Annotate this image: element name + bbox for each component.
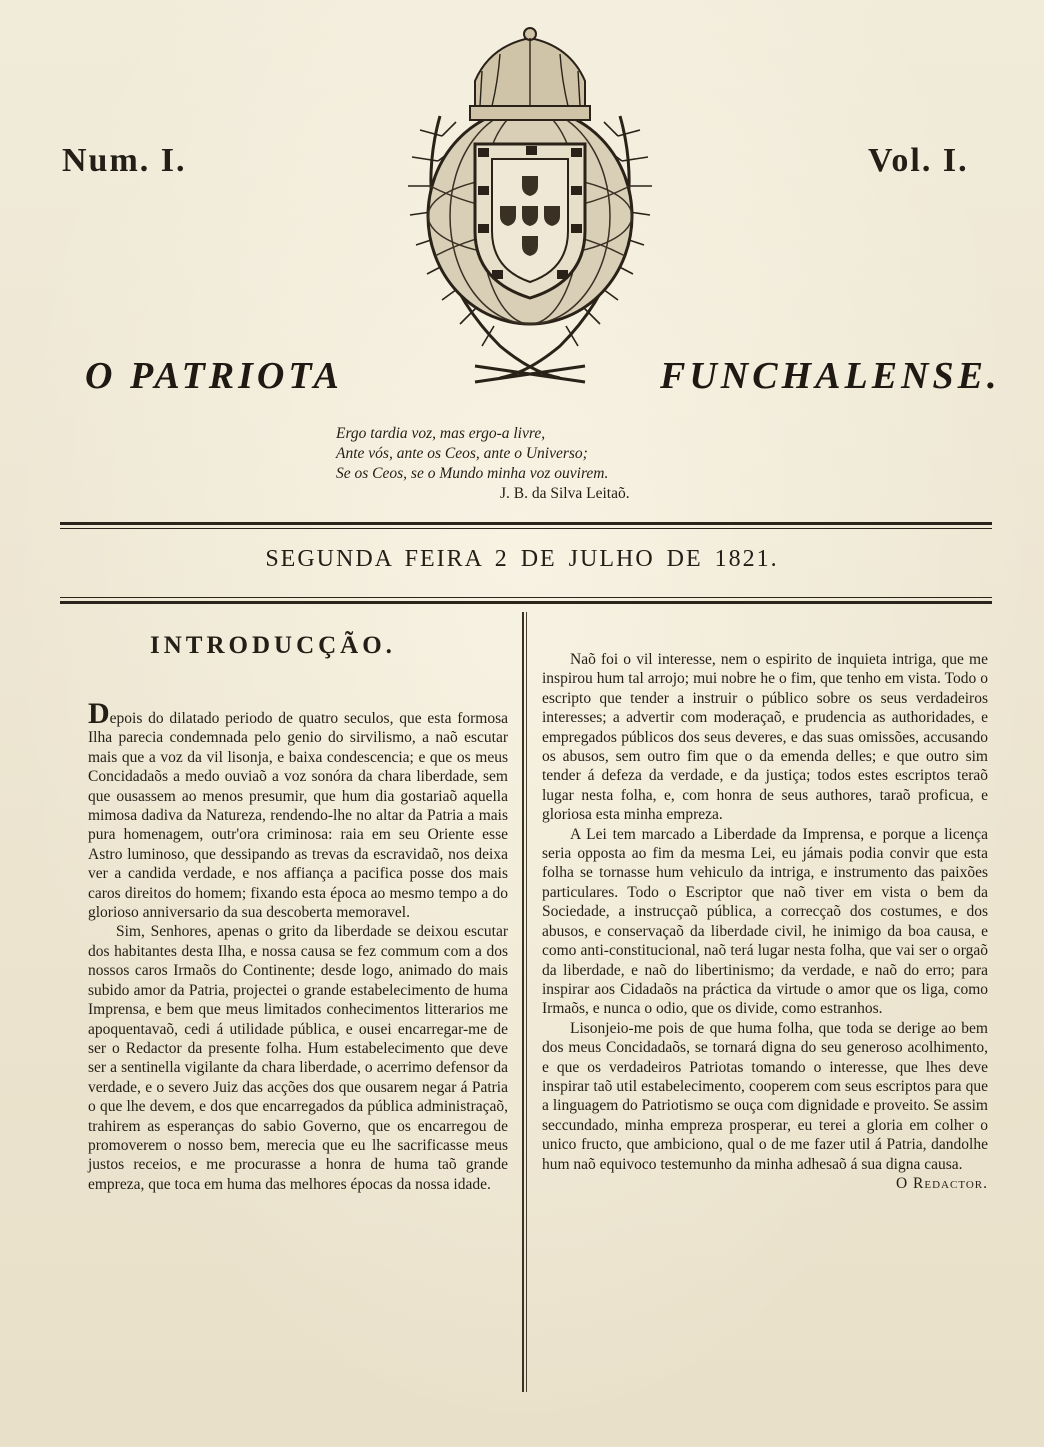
column-divider-thin — [526, 612, 527, 1392]
paragraph: Lisonjeio-me pois de que huma folha, que toda se derige ao bem dos meus Concidadaõs, se tornará digna do seu generoso acolhimento, e que os verdadeiros Patriotas tomando o interesse, que lhes deve inspirar taõ util estabelecimento, cooperem com seus escriptos para que a linguagem do Patriotismo se ouça com dignidade e proveito. Se assim seccundado, minha empreza prosperar, eu terei a gloria em colher o unico fructo, que ambiciono, qual o de me fazer util á Patria, dandolhe hum naõ equivoco testemunho da minha adhesaõ á sua digna causa. — [542, 1019, 988, 1173]
epigraph-line: Ergo tardia voz, mas ergo-a livre, — [336, 425, 546, 442]
epigraph-line: Ante vós, ante os Ceos, ante o Universo; — [336, 445, 588, 462]
top-rule — [60, 522, 992, 525]
drop-cap: D — [88, 697, 110, 730]
issue-number: Num. I. — [62, 142, 187, 179]
left-column — [88, 697, 508, 1194]
epigraph-line: Se os Ceos, se o Mundo minha voz ouvirem. — [336, 465, 609, 482]
masthead-title-right: FUNCHALENSE. — [660, 355, 1001, 397]
signature-line — [542, 1174, 988, 1193]
bottom-rule-thin — [60, 597, 992, 598]
paragraph — [88, 697, 508, 922]
coat-of-arms-icon — [380, 26, 680, 388]
dateline: SEGUNDA FEIRA 2 DE JULHO DE 1821. — [265, 546, 779, 572]
column-divider — [522, 612, 524, 1392]
paragraph: Naõ foi o vil interesse, nem o espirito de inquieta intriga, que me inspirou hum tal arrojo; mui nobre he o fim, que tenho em vista. Todo o escripto que tender a instruir o público sobre os seus verdadeiros interesses; a advertir com moderaçaõ, e prudencia as authoridades, e empregados públicos dos seus deveres, e das suas omissões, accusando os abusos, sem outro fim que o da emenda delles; e que outro sim tender á defeza da verdade, e da justiça; todos estes escriptos teraõ lugar nesta folha, e, com honra de seus authores, taraõ proficua, e gloriosa esta minha empreza. — [542, 651, 988, 824]
top-rule-thin — [60, 528, 992, 529]
right-column — [542, 650, 988, 1193]
epigraph-author: J. B. da Silva Leitaõ. — [500, 485, 630, 502]
signature: O Redactor. — [895, 1174, 988, 1192]
masthead-title-left: O PATRIOTA — [85, 355, 343, 397]
paragraph-text: epois do dilatado periodo de quatro seculos, que esta formosa Ilha parecia condemnada pelo genio do sirvilismo, a naõ escutar mais que a voz da vil lisonja, e baixa condescencia; e que os meus Concidadaõs a medo ouviaõ a voz sonóra da chara liberdade, sem que ousassem ao menos presumir, que hum dia gostariaõ aquella mimosa dadiva da Natureza, rendendo-lhe no altar da Patria a mais pura homenagem, outr'ora criminosa: raia em seu Oriente esse Astro luminoso, que dessipando as trevas da escravidaõ, nos deixa ver a candida verdade, e nos affiança a pacifica posse dos mais caros direitos do homem; fixando esta época ao mesmo tempo a do glorioso anniversario da sua descoberta memoravel. — [88, 710, 508, 922]
paragraph: Sim, Senhores, apenas o grito da liberdade se deixou escutar dos habitantes desta Ilha, e nossa causa se fez commum com a dos nossos caros Irmaõs do Continente; desde logo, animado do mais subido amor da Patria, projectei o grande estabelecimento de huma Imprensa, e bem que meus limitados conhecimentos litterarios me apoquentavaõ, cedi á utilidade pública, e ousei encarregar-me de ser o Redactor da presente folha. Hum estabelecimento que deve ser a sentinella vigilante da chara liberdade, o acerrimo defensor da verdade, e o severo Juiz das acções dos que ousarem negar á Patria o que lhe devem, e dos que encarregados da pública administraçaõ, trahirem as esperanças do sabio Governo, que os encarregou de promoverem o nosso bem, merecia que eu lhe sacrificasse meus justos receios, e me procurasse a honra de huma taõ grande empreza, que toca em huma das melhores épocas da nossa idade. — [88, 923, 508, 1193]
volume-number: Vol. I. — [868, 142, 969, 179]
epigraph — [336, 424, 756, 504]
article-heading: INTRODUCÇÃO. — [150, 632, 396, 659]
bottom-rule — [60, 601, 992, 604]
paragraph: A Lei tem marcado a Liberdade da Imprensa, e porque a licença seria opposta ao fim da mesma Lei, eu jámais podia convir que esta folha se tornasse hum vehiculo da intriga, e instrumento das paixões particulares. Todo o Escriptor que naõ tiver em vista o bem da Sociedade, a instrucçaõ pública, a correcçaõ dos costumes, e dos abusos, e conservaçaõ da liberdade civil, he inimigo da boa causa, e como anti-constitucional, naõ terá lugar nesta folha, que vai ser o orgaõ da liberdade, e naõ do libertinismo; da verdade, e naõ do erro; para inspirar aos Cidadaõs na práctica da virtude o amor que os liga, como Irmaõs, e nunca o odio, que os divide, como estranhos. — [542, 825, 988, 1018]
